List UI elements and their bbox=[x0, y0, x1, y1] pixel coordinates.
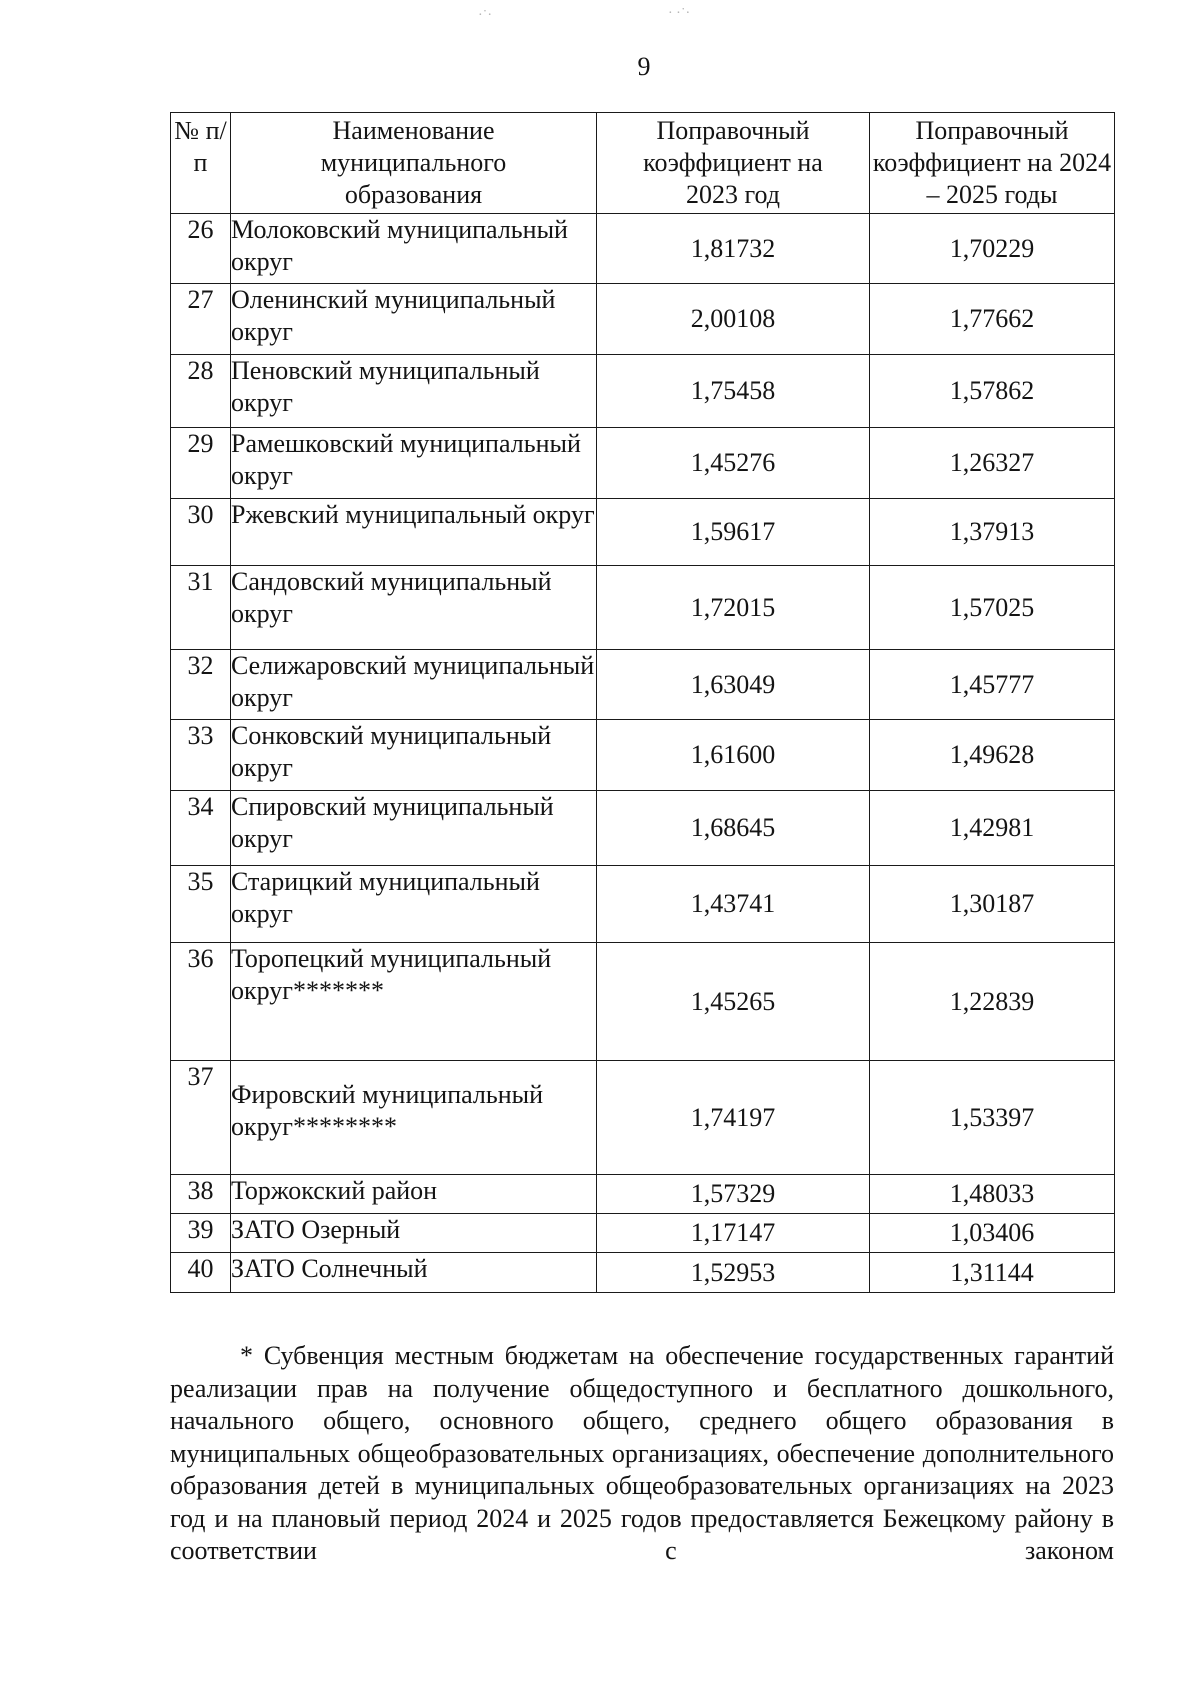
row-coef-2023: 1,61600 bbox=[597, 720, 870, 791]
table-header-row bbox=[171, 113, 1115, 214]
row-coef-2023: 1,45265 bbox=[597, 943, 870, 1061]
row-name: Фировский муниципальный округ******** bbox=[231, 1061, 597, 1175]
row-coef-2023: 2,00108 bbox=[597, 284, 870, 355]
row-coef-2024-2025: 1,37913 bbox=[870, 499, 1115, 566]
row-number: 37 bbox=[171, 1061, 231, 1175]
row-name: Селижаровский муниципальный округ bbox=[231, 650, 597, 720]
table-row bbox=[171, 566, 1115, 650]
row-number: 40 bbox=[171, 1253, 231, 1293]
table-row bbox=[171, 720, 1115, 791]
row-coef-2023: 1,75458 bbox=[597, 355, 870, 428]
row-coef-2024-2025: 1,77662 bbox=[870, 284, 1115, 355]
row-coef-2023: 1,81732 bbox=[597, 214, 870, 284]
row-coef-2024-2025: 1,45777 bbox=[870, 650, 1115, 720]
page-number: 9 bbox=[637, 52, 651, 81]
row-coef-2024-2025: 1,53397 bbox=[870, 1061, 1115, 1175]
row-coef-2023: 1,59617 bbox=[597, 499, 870, 566]
row-name: Рамешковский муниципальный округ bbox=[231, 428, 597, 499]
header-num: № п/п bbox=[171, 113, 231, 214]
header-coef-2024-2025: Поправочный коэффициент на 2024 – 2025 годы bbox=[870, 113, 1115, 214]
row-coef-2024-2025: 1,70229 bbox=[870, 214, 1115, 284]
table-row bbox=[171, 1061, 1115, 1175]
row-coef-2023: 1,63049 bbox=[597, 650, 870, 720]
table-row bbox=[171, 1253, 1115, 1293]
row-coef-2024-2025: 1,30187 bbox=[870, 866, 1115, 943]
row-name: ЗАТО Солнечный bbox=[231, 1253, 597, 1293]
row-coef-2024-2025: 1,57862 bbox=[870, 355, 1115, 428]
row-number: 38 bbox=[171, 1175, 231, 1214]
row-coef-2024-2025: 1,26327 bbox=[870, 428, 1115, 499]
row-coef-2023: 1,45276 bbox=[597, 428, 870, 499]
row-number: 35 bbox=[171, 866, 231, 943]
row-name: Торопецкий муниципальный округ******* bbox=[231, 943, 597, 1061]
row-coef-2023: 1,74197 bbox=[597, 1061, 870, 1175]
row-coef-2024-2025: 1,57025 bbox=[870, 566, 1115, 650]
row-coef-2023: 1,52953 bbox=[597, 1253, 870, 1293]
table-row bbox=[171, 284, 1115, 355]
row-number: 28 bbox=[171, 355, 231, 428]
table-row bbox=[171, 355, 1115, 428]
row-number: 27 bbox=[171, 284, 231, 355]
row-coef-2024-2025: 1,49628 bbox=[870, 720, 1115, 791]
row-number: 30 bbox=[171, 499, 231, 566]
header-coef-2023: Поправочный коэффициент на 2023 год bbox=[597, 113, 870, 214]
row-name: Старицкий муниципальный округ bbox=[231, 866, 597, 943]
table-row bbox=[171, 943, 1115, 1061]
row-number: 34 bbox=[171, 791, 231, 866]
coefficient-table bbox=[170, 112, 1115, 1293]
row-name: Торжокский район bbox=[231, 1175, 597, 1214]
scan-speck: · ·˙· bbox=[668, 6, 691, 21]
row-coef-2023: 1,17147 bbox=[597, 1214, 870, 1253]
table-row bbox=[171, 428, 1115, 499]
header-name: Наименование муниципального образования bbox=[231, 113, 597, 214]
table-row bbox=[171, 214, 1115, 284]
row-name: Оленинский муниципальный округ bbox=[231, 284, 597, 355]
row-coef-2023: 1,72015 bbox=[597, 566, 870, 650]
row-name: Ржевский муниципальный округ bbox=[231, 499, 597, 566]
row-name: Молоковский муниципальный округ bbox=[231, 214, 597, 284]
table-row bbox=[171, 650, 1115, 720]
row-number: 32 bbox=[171, 650, 231, 720]
row-coef-2023: 1,43741 bbox=[597, 866, 870, 943]
footnote-text: * Субвенция местным бюджетам на обеспечение государственных гарантий реализации прав на получение общедоступного и бесплатного дошкольного, начального общего, основного общего, среднего общего образования в муниципальных общеобразовательных организациях, обеспечение дополнительного образования детей в муниципальных общеобразовательных организациях на 2023 год и на плановый период 2024 и 2025 годов предоставляется Бежецкому району в соответствии с законом bbox=[170, 1341, 1114, 1565]
row-name: Сонковский муниципальный округ bbox=[231, 720, 597, 791]
table-row bbox=[171, 866, 1115, 943]
row-name: Сандовский муниципальный округ bbox=[231, 566, 597, 650]
scan-speck: ·˙· bbox=[478, 8, 492, 23]
table-row bbox=[171, 1175, 1115, 1214]
table-row bbox=[171, 499, 1115, 566]
row-number: 36 bbox=[171, 943, 231, 1061]
row-coef-2024-2025: 1,03406 bbox=[870, 1214, 1115, 1253]
table-row bbox=[171, 791, 1115, 866]
row-number: 31 bbox=[171, 566, 231, 650]
row-name: ЗАТО Озерный bbox=[231, 1214, 597, 1253]
row-name: Пеновский муниципальный округ bbox=[231, 355, 597, 428]
row-coef-2024-2025: 1,48033 bbox=[870, 1175, 1115, 1214]
row-number: 26 bbox=[171, 214, 231, 284]
row-coef-2023: 1,57329 bbox=[597, 1175, 870, 1214]
row-coef-2023: 1,68645 bbox=[597, 791, 870, 866]
row-number: 29 bbox=[171, 428, 231, 499]
row-name: Спировский муниципальный округ bbox=[231, 791, 597, 866]
row-number: 39 bbox=[171, 1214, 231, 1253]
table-body bbox=[171, 214, 1115, 1293]
row-coef-2024-2025: 1,22839 bbox=[870, 943, 1115, 1061]
row-coef-2024-2025: 1,42981 bbox=[870, 791, 1115, 866]
row-number: 33 bbox=[171, 720, 231, 791]
row-coef-2024-2025: 1,31144 bbox=[870, 1253, 1115, 1293]
table-row bbox=[171, 1214, 1115, 1253]
